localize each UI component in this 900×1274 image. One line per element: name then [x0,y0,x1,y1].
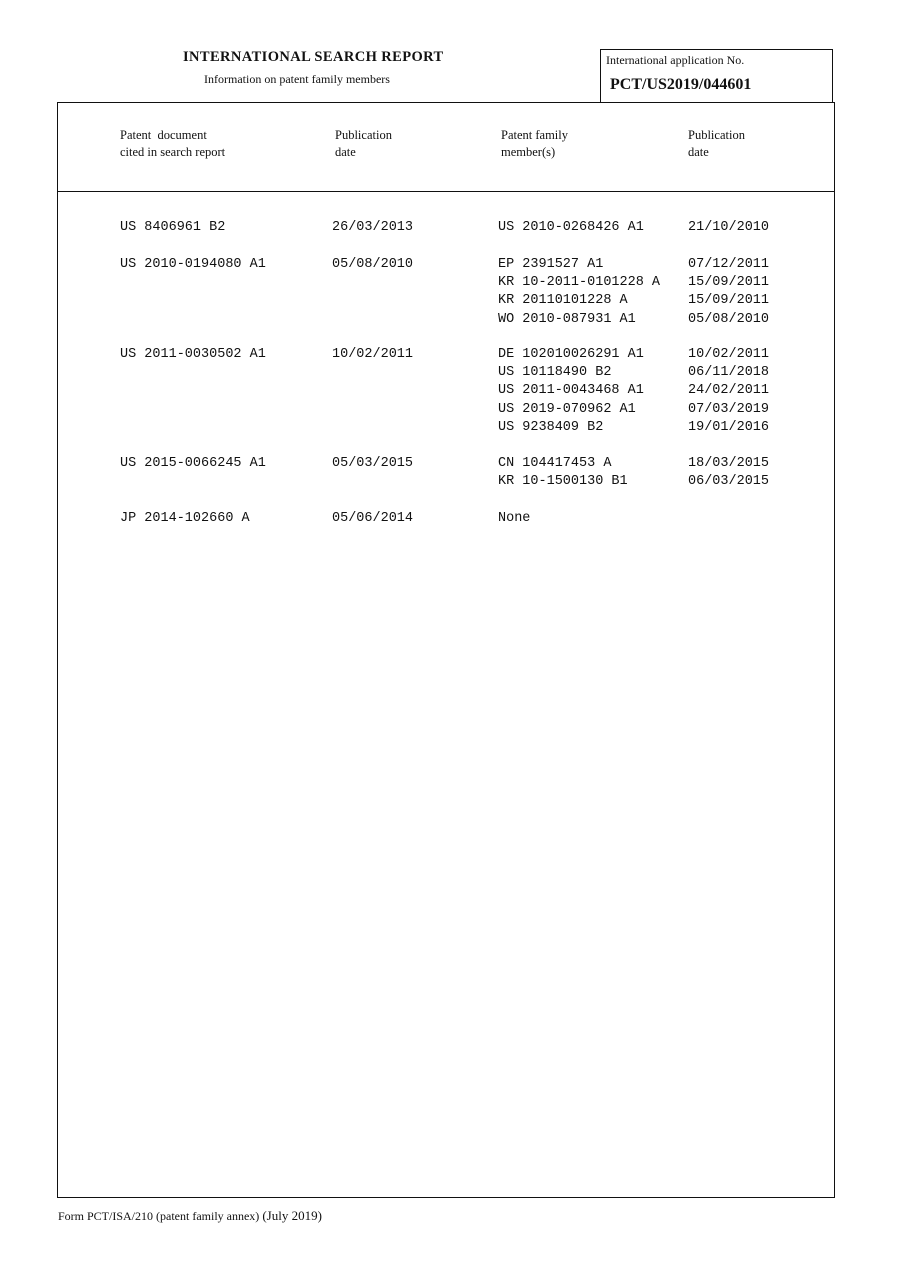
column-header-line: Publication [335,128,392,142]
member-publication-dates [688,256,769,329]
column-header-line: date [335,145,356,159]
application-number: PCT/US2019/044601 [610,76,752,93]
form-date: (July 2019) [262,1208,322,1223]
member-publication-dates [688,219,769,237]
cell-line: CN 104417453 A [498,456,612,471]
cell-line: 26/03/2013 [332,220,414,235]
publication-date [332,346,413,364]
header-divider [58,191,834,192]
cell-line: 06/03/2015 [688,474,770,490]
cell-line: JP 2014-102660 A [120,511,250,526]
member-publication-dates [688,346,769,437]
cell-line: 15/09/2011 [688,293,770,309]
cell-line: 07/12/2011 [688,257,770,272]
column-header-patent-document [120,127,225,161]
cell-line: None [498,511,531,526]
cell-line: 06/11/2018 [688,365,770,381]
form-identifier: Form PCT/ISA/210 (patent family annex) [58,1209,260,1223]
cell-line: 21/10/2010 [688,220,770,235]
cell-line: 10/02/2011 [332,347,414,362]
cell-line: 15/09/2011 [688,275,770,291]
cited-document [120,455,266,473]
column-header-line: member(s) [501,145,556,159]
publication-date [332,219,413,237]
cell-line: 24/02/2011 [688,383,770,399]
cell-line: US 2015-0066245 A1 [120,456,266,471]
form-footer [58,1208,322,1224]
cell-line: US 9238409 B2 [498,419,604,435]
cell-line: 18/03/2015 [688,456,770,471]
cell-line: US 2010-0194080 A1 [120,257,266,272]
publication-date [332,510,413,528]
cell-line: US 2019-070962 A1 [498,401,636,417]
column-header-line: Patent document [120,128,207,142]
cited-document [120,510,250,528]
member-publication-dates [688,455,769,491]
application-label: International application No. [606,53,745,67]
family-members [498,510,530,528]
cell-line: KR 10-1500130 B1 [498,474,628,490]
column-header-member-publication-date [688,127,745,161]
cell-line: WO 2010-087931 A1 [498,311,636,327]
cited-document [120,219,225,237]
cell-line: US 10118490 B2 [498,365,612,381]
report-subtitle: Information on patent family members [204,72,390,86]
cell-line: US 8406961 B2 [120,220,226,235]
column-header-line: date [688,145,709,159]
patent-family-table [57,102,835,1198]
cell-line: EP 2391527 A1 [498,257,604,272]
cited-document [120,256,266,274]
family-members [498,455,628,491]
cell-line: KR 10-2011-0101228 A [498,275,661,291]
cell-line: DE 102010026291 A1 [498,347,644,362]
cell-line: US 2011-0043468 A1 [498,383,644,399]
cell-line: 10/02/2011 [688,347,770,362]
column-header-publication-date [335,127,392,161]
cell-line: 19/01/2016 [688,419,770,435]
column-header-line: Publication [688,128,745,142]
cell-line: US 2011-0030502 A1 [120,347,266,362]
publication-date [332,455,413,473]
publication-date [332,256,413,274]
application-number-box [600,49,833,103]
cell-line: KR 20110101228 A [498,293,628,309]
cell-line: 05/08/2010 [688,311,770,327]
column-header-line: cited in search report [120,145,226,159]
column-header-line: Patent family [501,128,568,142]
cell-line: 05/06/2014 [332,511,414,526]
cell-line: 05/08/2010 [332,257,414,272]
cell-line: US 2010-0268426 A1 [498,220,644,235]
family-members [498,346,644,437]
column-header-family-members [501,127,568,161]
family-members [498,219,644,237]
report-title: INTERNATIONAL SEARCH REPORT [183,49,444,65]
cell-line: 07/03/2019 [688,401,770,417]
family-members [498,256,660,329]
cited-document [120,346,266,364]
cell-line: 05/03/2015 [332,456,414,471]
